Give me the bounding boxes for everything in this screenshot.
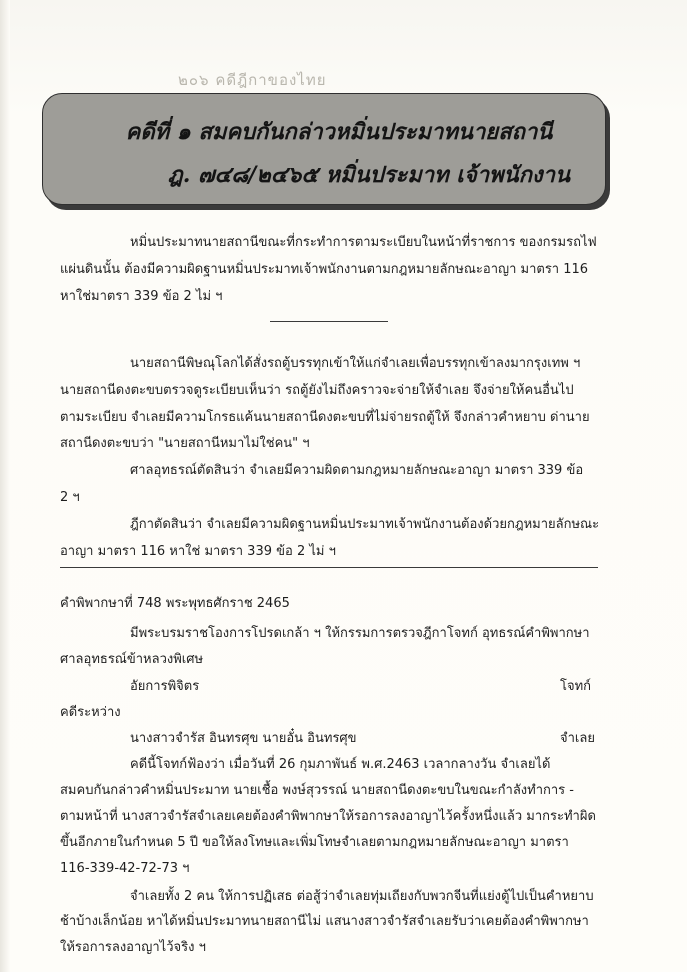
plaintiff-role: โจทก์ — [560, 679, 592, 694]
facts-line-4: สถานีดงตะขบว่า "นายสถานีหมาไม่ใช่คน" ฯ — [60, 436, 310, 451]
section-divider-short — [270, 321, 388, 322]
section-divider-long — [60, 567, 598, 568]
summary-line-3: หาใช่มาตรา 339 ข้อ 2 ไม่ ฯ — [60, 289, 223, 304]
royal-command-line-2: ศาลอุทธรณ์ข้าหลวงพิเศษ — [60, 652, 204, 667]
complaint-line-1: คดีนี้โจทก์ฟ้องว่า เมื่อวันที่ 26 กุมภาพันธ์ พ.ศ.2463 เวลากลางวัน จำเลยได้ — [130, 757, 551, 772]
case-title-box — [42, 93, 606, 205]
facts-line-3: ตามระเบียบ จำเลยมีความโกรธแค้นนายสถานีดงตะขบที่ไม่จ่ายรถตู้ให้ จึงกล่าวคำหยาบ ด่านาย — [60, 410, 590, 425]
judgment-number: คำพิพากษาที่ 748 พระพุทธศักราช 2465 — [60, 596, 290, 611]
defendant-names: นางสาวจำรัส อินทรศุข นายอั๋น อินทรศุข — [130, 731, 357, 746]
summary-line-1: หมิ่นประมาทนายสถานีขณะที่กระทำการตามระเบียบในหน้าที่ราชการ ของกรมรถไฟ — [130, 235, 597, 250]
appeal-court-line-1: ศาลอุทธรณ์ตัดสินว่า จำเลยมีความผิดตามกฎหมายลักษณะอาญา มาตรา 339 ข้อ — [130, 463, 584, 478]
facts-line-2: นายสถานีดงตะขบตรวจดูระเบียบเห็นว่า รถตู้ยังไม่ถึงคราวจะจ่ายให้จำเลย จึงจ่ายให้คนอื่นไป — [60, 383, 574, 398]
complaint-line-2: สมคบกันกล่าวคำหมิ่นประมาท นายเชื้อ พงษ์สุวรรณ์ นายสถานีดงตะขบในขณะกำลังทำการ - — [60, 783, 574, 798]
summary-line-2: แผ่นดินนั้น ต้องมีความผิดฐานหมิ่นประมาทเจ้าพนักงานตามกฎหมายลักษณะอาญา มาตรา 116 — [60, 262, 589, 277]
defense-line-3: ให้รอการลงอาญาไว้จริง ฯ — [60, 940, 206, 955]
plaintiff-name: อัยการพิจิตร — [130, 679, 200, 694]
page-edge-shadow — [0, 0, 10, 972]
complaint-line-4: ขึ้นอีกภายในกำหนด 5 ปี ขอให้ลงโทษและเพิ่มโทษจำเลยตามกฎหมายลักษณะอาญา มาตรา — [60, 835, 569, 850]
supreme-court-line-2: อาญา มาตรา 116 หาใช่ มาตรา 339 ข้อ 2 ไม่ ฯ — [60, 544, 336, 559]
between-label: คดีระหว่าง — [60, 705, 121, 720]
appeal-court-line-2: 2 ฯ — [60, 490, 80, 505]
defense-line-1: จำเลยทั้ง 2 คน ให้การปฏิเสธ ต่อสู้ว่าจำเลยทุ่มเถียงกับพวกจีนที่แย่งตู้ไปเป็นคำหยาบ — [130, 889, 594, 904]
complaint-line-3: ตามหน้าที่ นางสาวจำรัสจำเลยเคยต้องคำพิพากษาให้รอการลงอาญาไว้ครั้งหนึ่งแล้ว มากระทำผิด — [60, 809, 596, 824]
supreme-court-line-1: ฎีกาตัดสินว่า จำเลยมีความผิดฐานหมิ่นประมาทเจ้าพนักงานต้องด้วยกฎหมายลักษณะ — [130, 517, 600, 532]
royal-command-line-1: มีพระบรมราชโองการโปรดเกล้า ฯ ให้กรรมการตรวจฎีกาโจทก์ อุทธรณ์คำพิพากษา — [130, 626, 590, 641]
defense-line-2: ช้าบ้างเล็กน้อย หาได้หมิ่นประมาทนายสถานีไม่ แสนางสาวจำรัสจำเลยรับว่าเคยต้องคำพิพากษา — [60, 914, 589, 929]
case-citation: ฎ. ๗๔๘/๒๔๖๕ หมิ่นประมาท เจ้าพนักงาน — [167, 162, 571, 188]
case-title: คดีที่ ๑ สมคบกันกล่าวหมิ่นประมาทนายสถานี — [125, 119, 553, 145]
page-header-bleed: ๒๐๖ คดีฎีกาของไทย — [178, 71, 327, 89]
facts-line-1: นายสถานีพิษณุโลกได้สั่งรถตู้บรรทุกเข้าให้แก่จำเลยเพื่อบรรทุกเข้าลงมากรุงเทพ ฯ — [130, 356, 581, 371]
complaint-line-5: 116-339-42-72-73 ฯ — [60, 861, 190, 876]
defendant-role: จำเลย — [560, 731, 595, 746]
